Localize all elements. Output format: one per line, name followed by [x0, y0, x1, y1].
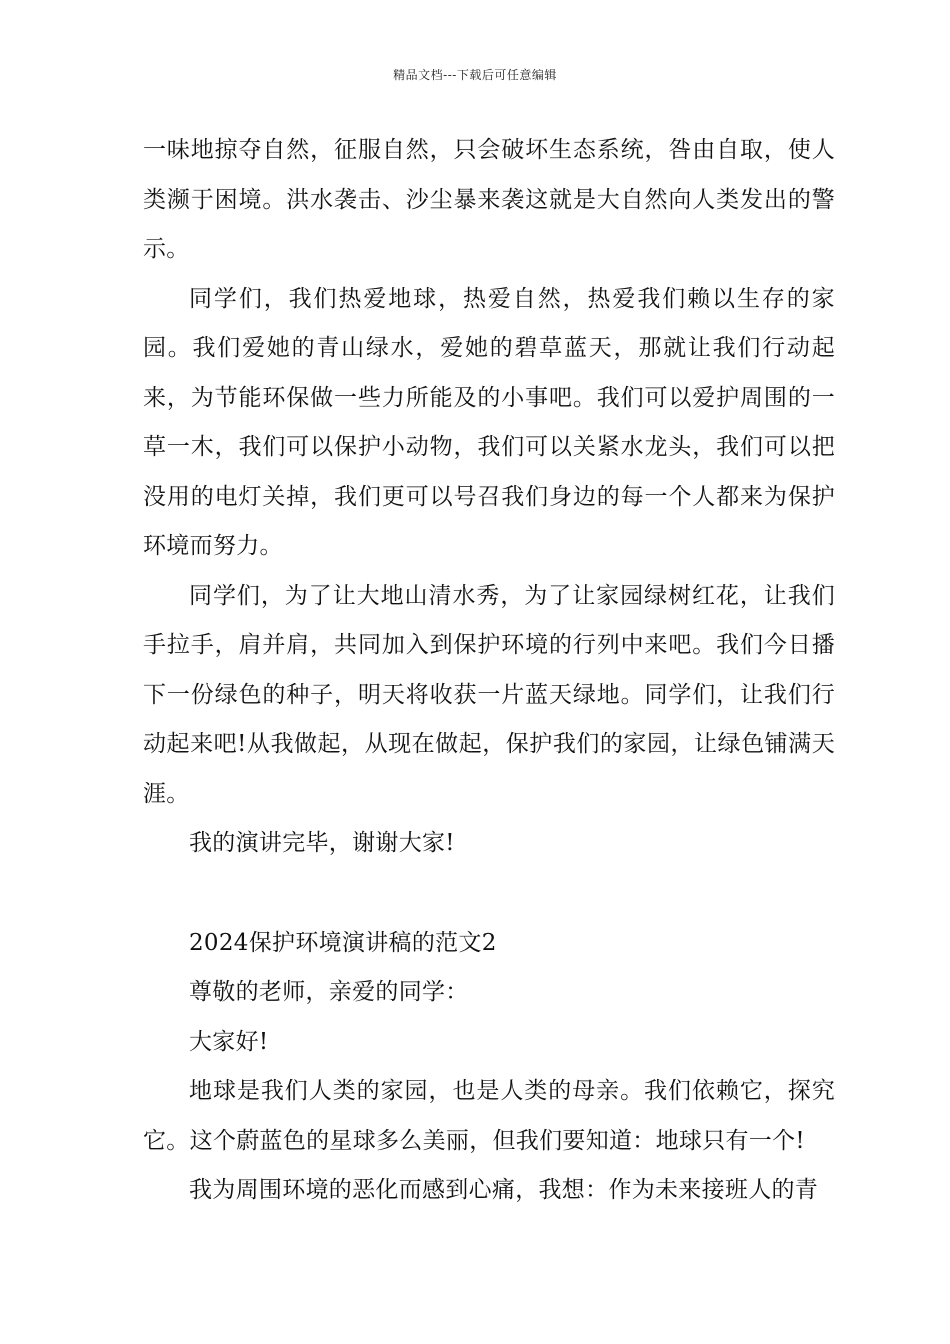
closing-remark: 我的演讲完毕，谢谢大家!	[189, 830, 455, 856]
paragraph-continued: 一味地掠夺自然，征服自然，只会破坏生态系统，咎由自取，使人类濒于困境。洪水袭击、沙尘暴来袭这就是大自然向人类发出的警示。	[143, 137, 835, 262]
salutation: 尊敬的老师，亲爱的同学：	[189, 979, 469, 1005]
paragraph: 地球是我们人类的家园，也是人类的母亲。我们依赖它，探究它。这个蔚蓝色的星球多么美丽，但我们要知道：地球只有一个!	[143, 1078, 835, 1154]
paragraph: 同学们，为了让大地山清水秀，为了让家园绿树红花，让我们手拉手，肩并肩，共同加入到保护环境的行列中来吧。我们今日播下一份绿色的种子，明天将收获一片蓝天绿地。同学们，让我们行动起来吧!从我做起，从现在做起，保护我们的家园，让绿色铺满天涯。	[143, 582, 835, 807]
section-title: 2024保护环境演讲稿的范文2	[189, 929, 497, 956]
paragraph: 同学们，我们热爱地球，热爱自然，热爱我们赖以生存的家园。我们爱她的青山绿水，爱她的碧草蓝天，那就让我们行动起来，为节能环保做一些力所能及的小事吧。我们可以爱护周围的一草一木，我们可以保护小动物，我们可以关紧水龙头，我们可以把没用的电灯关掉，我们更可以号召我们身边的每一个人都来为保护环境而努力。	[143, 285, 835, 559]
page-header: 精品文档---下载后可任意编辑	[393, 68, 557, 82]
greeting: 大家好!	[189, 1028, 269, 1055]
paragraph-truncated: 我为周围环境的恶化而感到心痛，我想：作为未来接班人的青	[189, 1177, 819, 1203]
section-gap	[143, 869, 835, 919]
document-body	[143, 126, 835, 1216]
